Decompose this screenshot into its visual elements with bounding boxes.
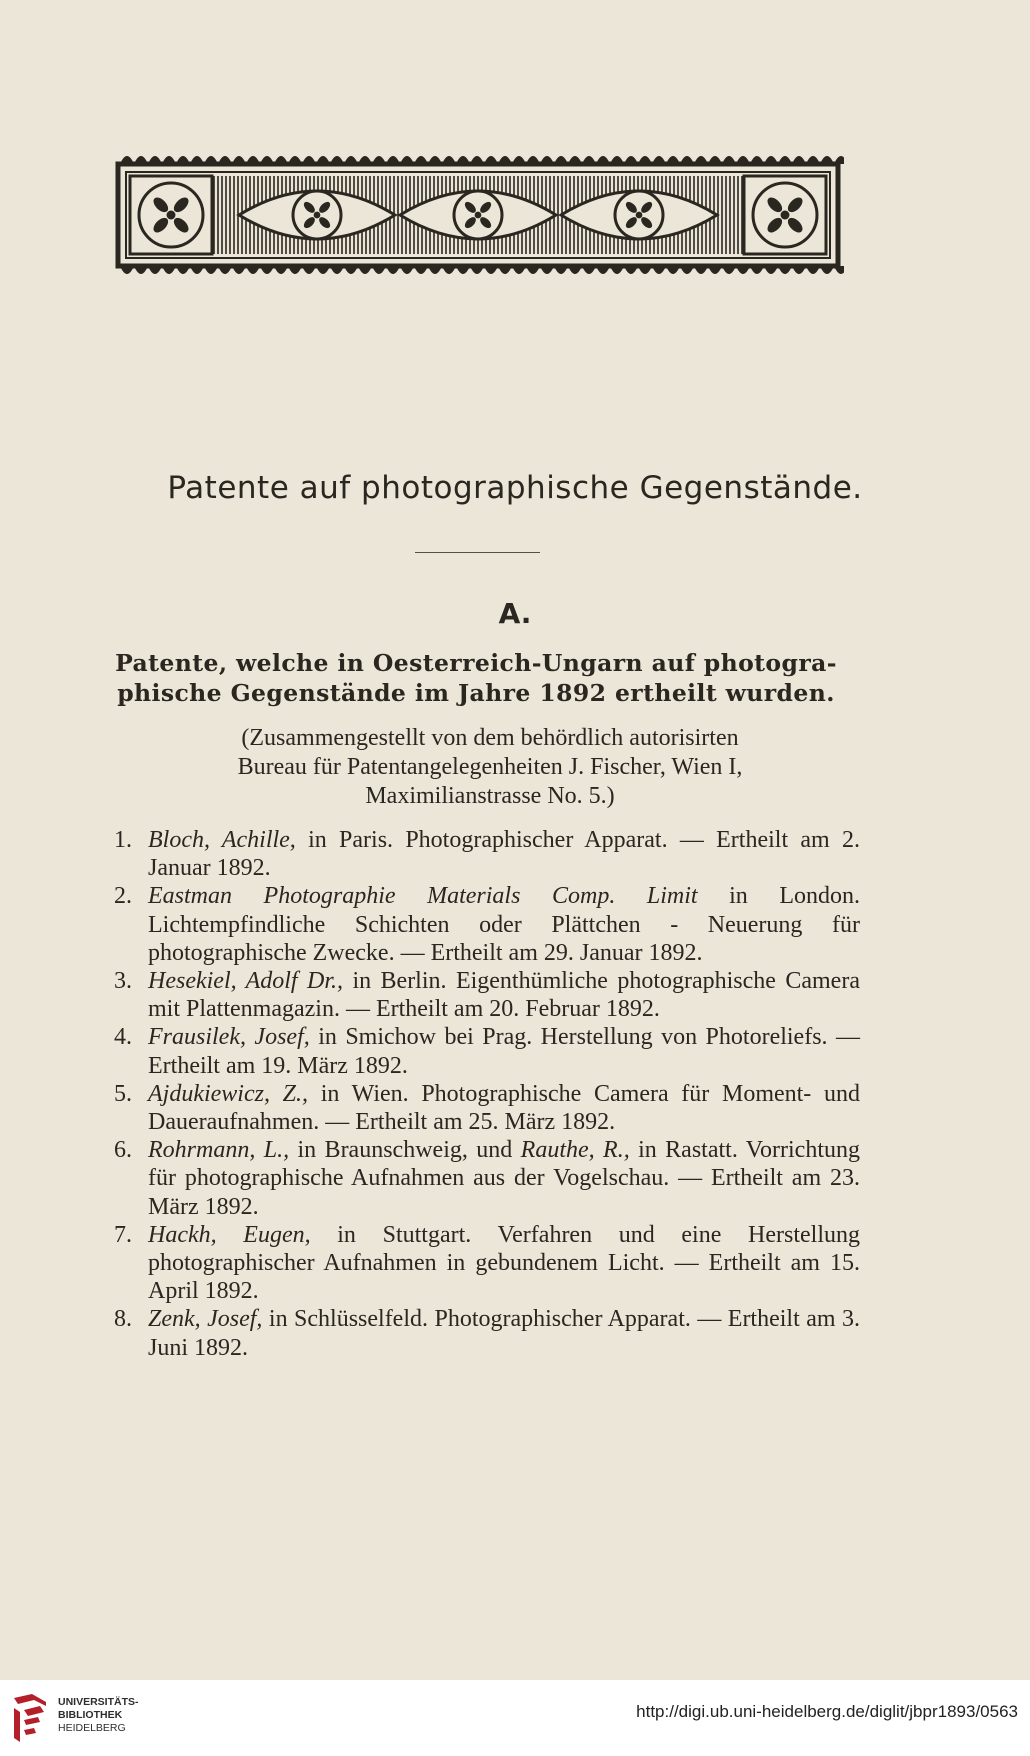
source-url[interactable]: http://digi.ub.uni-heidelberg.de/diglit/jbpr1893/0563	[636, 1702, 1018, 1721]
patent-entry	[108, 1221, 860, 1306]
patent-list	[108, 826, 860, 1362]
entry-text: in Schlüsselfeld. Photographischer Apparat. — Ertheilt am 3. Juni 1892.	[148, 1306, 861, 1361]
entry-text: in Berlin. Eigenthümliche photographische Camera mit Plattenmagazin. — Ertheilt am 20. Februar 1892.	[148, 968, 860, 1023]
patent-entry	[108, 1305, 860, 1361]
entry-number: 4.	[114, 1024, 132, 1051]
entry-name: Ajdukiewicz, Z.,	[148, 1080, 309, 1107]
entry-number: 7.	[114, 1221, 132, 1248]
entry-number: 8.	[114, 1306, 132, 1333]
patent-entry	[108, 967, 860, 1023]
section-heading	[96, 648, 856, 708]
entry-text: in Stuttgart. Verfahren und eine Herstellung photographischer Aufnahmen in gebundenem Licht. — Ertheilt am 15. April 1892.	[148, 1221, 860, 1305]
compiled-line: (Zusammengestellt von dem behördlich autorisirten	[241, 725, 739, 751]
library-name-line: UNIVERSITÄTS-	[58, 1696, 139, 1708]
patent-entry	[108, 826, 860, 882]
entry-text: in Wien. Photographische Camera für Moment- und Daueraufnahmen. — Ertheilt am 25. März 1892.	[148, 1080, 860, 1136]
patent-entry	[108, 882, 860, 967]
patent-entry	[108, 1080, 860, 1136]
entry-name: Eastman Photographie Materials Comp. Limit	[148, 883, 698, 910]
entry-name-second: Rauthe, R.,	[520, 1137, 630, 1164]
patent-entry	[108, 1023, 860, 1079]
entry-number: 1.	[114, 827, 132, 853]
entry-text: in Smichow bei Prag. Herstellung von Photoreliefs. — Ertheilt am 19. März 1892.	[148, 1024, 860, 1079]
title-divider	[415, 552, 540, 553]
compiled-by-note	[120, 724, 860, 811]
entry-name: Rohrmann, L.,	[148, 1137, 290, 1164]
entry-number: 6.	[114, 1137, 132, 1164]
viewer-footer	[0, 1680, 1030, 1756]
entry-text: in London. Lichtempfindliche Schichten oder Plättchen - Neuerung für photographische Zwecke. — Ertheilt am 29. Januar 1892.	[148, 883, 860, 966]
section-letter: A.	[498, 597, 532, 630]
entry-text: in Paris. Photographischer Apparat. — Ertheilt am 2. Januar 1892.	[148, 827, 861, 882]
compiled-line: Maximilianstrasse No. 5.)	[365, 783, 615, 809]
page-title: Patente auf photographische Gegenstände.	[167, 470, 863, 506]
decorative-ornament-icon	[112, 146, 844, 284]
entry-number: 3.	[114, 968, 132, 995]
entry-name: Zenk, Josef,	[148, 1306, 263, 1333]
entry-text-second: in Rastatt. Vorrichtung für photographische Aufnahmen aus der Vogelschau. — Ertheilt am 23. März 1892.	[148, 1137, 861, 1220]
university-library-logo-icon	[10, 1692, 50, 1744]
entry-name: Hackh, Eugen,	[148, 1221, 311, 1248]
entry-name: Bloch, Achille,	[148, 827, 296, 853]
library-name-line: BIBLIOTHEK	[58, 1709, 123, 1721]
library-name-line: HEIDELBERG	[58, 1722, 126, 1734]
library-name	[58, 1696, 139, 1735]
entry-name: Hesekiel, Adolf Dr.,	[148, 968, 344, 995]
entry-number: 5.	[114, 1080, 132, 1107]
heading-line: phische Gegenstände im Jahre 1892 ertheilt wurden.	[117, 679, 835, 707]
patent-entry	[108, 1136, 860, 1221]
compiled-line: Bureau für Patentangelegenheiten J. Fischer, Wien I,	[237, 754, 743, 780]
entry-text: in Braunschweig, und	[289, 1137, 521, 1164]
entry-name: Frausilek, Josef,	[148, 1024, 310, 1051]
entry-number: 2.	[114, 883, 132, 910]
heading-line: Patente, welche in Oesterreich-Ungarn auf photogra-	[115, 649, 837, 677]
